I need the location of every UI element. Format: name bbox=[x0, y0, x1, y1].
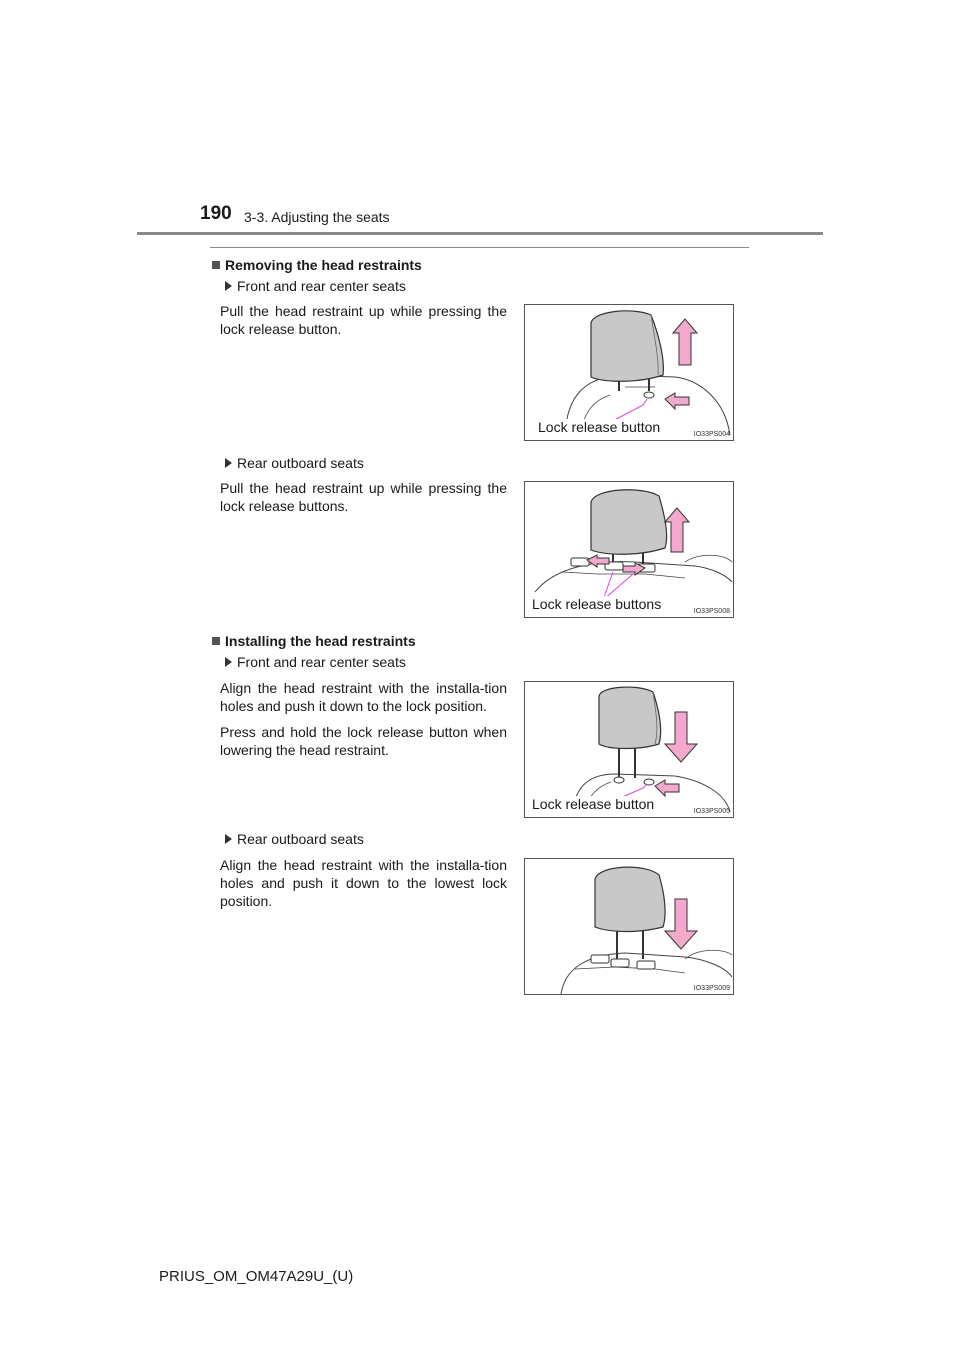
removing-front-text bbox=[220, 302, 507, 346]
figure-label: Lock release buttons bbox=[532, 596, 662, 612]
figure-code: IO33PS005 bbox=[693, 808, 730, 815]
paragraph: Pull the head restraint up while pressing the lock release buttons. bbox=[220, 480, 507, 514]
triangle-bullet-icon bbox=[225, 657, 232, 667]
removing-heading-text: Removing the head restraints bbox=[225, 257, 422, 273]
removing-front-subheading bbox=[225, 278, 406, 294]
content-rule bbox=[210, 247, 749, 248]
paragraph: Pull the head restraint up while pressing the lock release button. bbox=[220, 303, 507, 337]
figure-install-front bbox=[524, 681, 734, 818]
installing-front-subheading bbox=[225, 654, 406, 670]
removing-front-subheading-text: Front and rear center seats bbox=[237, 278, 406, 294]
paragraph: Press and hold the lock release button when lowering the head restraint. bbox=[220, 724, 507, 758]
installing-front-subheading-text: Front and rear center seats bbox=[237, 654, 406, 670]
figure-code: IO33PS004 bbox=[693, 431, 730, 438]
illustration-install-outboard bbox=[525, 859, 733, 994]
header-rule bbox=[137, 232, 823, 235]
installing-outboard-subheading bbox=[225, 831, 364, 847]
square-bullet-icon bbox=[212, 637, 220, 645]
figure-remove-front bbox=[524, 304, 734, 441]
figure-label: Lock release button bbox=[538, 419, 661, 435]
removing-outboard-text bbox=[220, 479, 507, 523]
section-title: 3-3. Adjusting the seats bbox=[244, 209, 390, 225]
paragraph: Align the head restraint with the installa-tion holes and push it down to the lock position. bbox=[220, 680, 507, 714]
paragraph: Align the head restraint with the installa-tion holes and push it down to the lowest lock position. bbox=[220, 857, 507, 909]
document-id: PRIUS_OM_OM47A29U_(U) bbox=[159, 1268, 354, 1285]
installing-outboard-text bbox=[220, 856, 507, 918]
installing-heading-text: Installing the head restraints bbox=[225, 633, 416, 649]
triangle-bullet-icon bbox=[225, 834, 232, 844]
triangle-bullet-icon bbox=[225, 458, 232, 468]
installing-outboard-subheading-text: Rear outboard seats bbox=[237, 831, 364, 847]
figure-install-outboard bbox=[524, 858, 734, 995]
figure-code: IO33PS008 bbox=[693, 608, 730, 615]
removing-outboard-subheading-text: Rear outboard seats bbox=[237, 455, 364, 471]
removing-outboard-subheading bbox=[225, 455, 364, 471]
removing-heading bbox=[212, 257, 422, 273]
square-bullet-icon bbox=[212, 261, 220, 269]
figure-remove-outboard bbox=[524, 481, 734, 618]
installing-front-text bbox=[220, 679, 507, 767]
figure-label: Lock release button bbox=[532, 796, 655, 812]
page-number: 190 bbox=[200, 203, 232, 224]
triangle-bullet-icon bbox=[225, 281, 232, 291]
figure-code: IO33PS009 bbox=[693, 985, 730, 992]
installing-heading bbox=[212, 633, 416, 649]
